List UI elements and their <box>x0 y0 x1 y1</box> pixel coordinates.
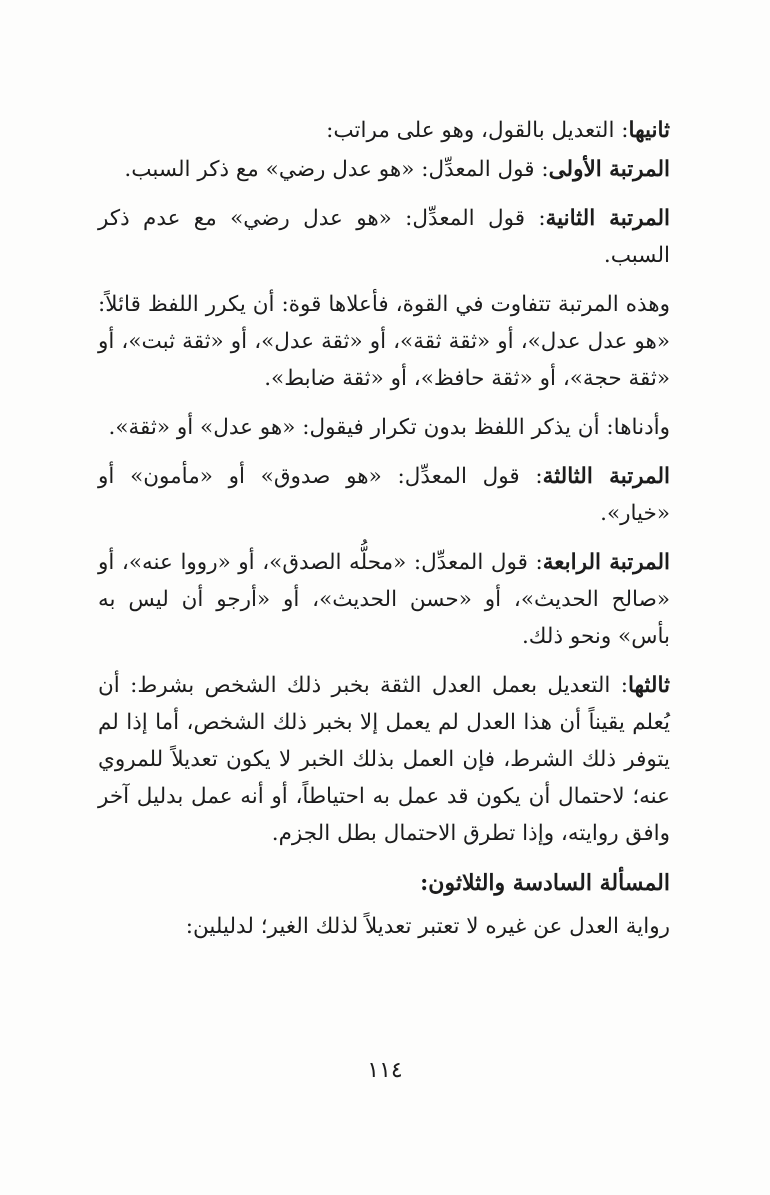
label-rank-4: المرتبة الرابعة <box>542 550 671 575</box>
separator: : <box>525 206 546 231</box>
text-second-type: التعديل بالقول، وهو على مراتب: <box>326 118 615 143</box>
paragraph-rank-3 <box>98 458 670 532</box>
label-third-type: ثالثها <box>627 673 670 698</box>
text-strength: وهذه المرتبة تتفاوت في القوة، فأعلاها قوة: أن يكرر اللفظ قائلاً: «هو عدل عدل»، أو «ثقة ثقة»، أو «ثقة عدل»، أو «ثقة ثبت»، أو «ثقة حجة»، أو «ثقة حافظ»، أو «ثقة ضابط». <box>98 292 670 391</box>
paragraph-rank-2 <box>98 200 670 274</box>
separator: : <box>610 673 628 698</box>
label-rank-2: المرتبة الثانية <box>545 206 670 231</box>
text-rank-2: قول المعدِّل: «هو عدل رضي» مع عدم ذكر السبب. <box>98 206 670 268</box>
separator: : <box>534 157 549 182</box>
label-rank-1: المرتبة الأولى <box>548 157 670 182</box>
text-rank-1: قول المعدِّل: «هو عدل رضي» مع ذكر السبب. <box>124 157 535 182</box>
separator: : <box>527 550 543 575</box>
paragraph-strength <box>98 286 670 397</box>
text-third-type: التعديل بعمل العدل الثقة بخبر ذلك الشخص بشرط: أن يُعلم يقيناً أن هذا العدل لم يعمل إلا بخبر ذلك الشخص، أما إذا لم يتوفر ذلك الشرط، فإن العمل بذلك الخبر لا يكون تعديلاً للمروي عنه؛ لاحتمال أن يكون قد عمل به احتياطاً، أو أنه عمل بدليل آخر وافق روايته، وإذا تطرق الاحتمال بطل الجزم. <box>98 673 670 846</box>
separator: : <box>614 118 629 143</box>
page-number: ١١٤ <box>367 1058 403 1083</box>
page-content <box>98 112 670 957</box>
text-lowest: وأدناها: أن يذكر اللفظ بدون تكرار فيقول: «هو عدل» أو «ثقة». <box>108 415 670 440</box>
text-rank-4: قول المعدِّل: «محلُّه الصدق»، أو «رووا عنه»، أو «صالح الحديث»، أو «حسن الحديث»، أو «أرجو أن ليس به بأس» ونحو ذلك. <box>98 550 670 649</box>
paragraph-second-type <box>98 112 670 149</box>
separator: : <box>519 464 543 489</box>
paragraph-rank-4 <box>98 544 670 655</box>
paragraph-rank-1 <box>98 151 670 188</box>
final-paragraph: رواية العدل عن غيره لا تعتبر تعديلاً لذلك الغير؛ لدليلين: <box>185 914 670 939</box>
label-rank-3: المرتبة الثالثة <box>542 464 670 489</box>
paragraph-lowest <box>98 409 670 446</box>
text-rank-3: قول المعدِّل: «هو صدوق» أو «مأمون» أو «خيار». <box>98 464 670 526</box>
label-second-type: ثانيها <box>628 118 670 143</box>
section-heading: المسألة السادسة والثلاثون: <box>420 870 670 896</box>
paragraph-third-type <box>98 667 670 852</box>
